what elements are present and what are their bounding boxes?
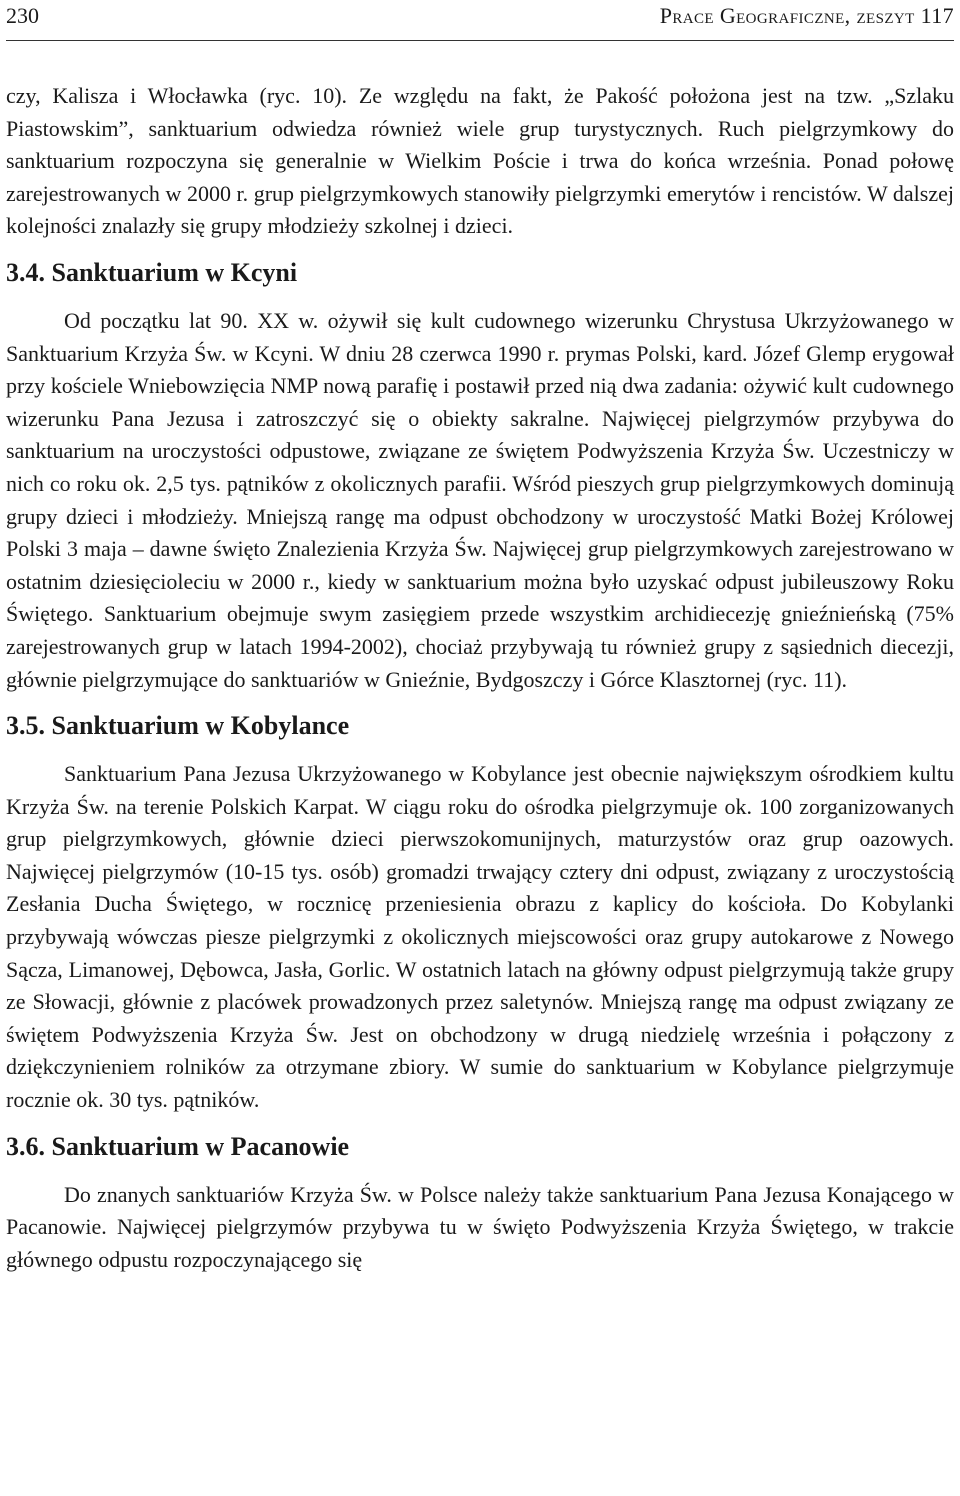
section-heading-3-5: 3.5. Sanktuarium w Kobylance: [6, 711, 350, 741]
section-body-3-6: Do znanych sanktuariów Krzyża Św. w Polsce należy także sanktuarium Pana Jezusa Konającego w Pacanowie. Najwięcej pielgrzymów przybywa tu w święto Podwyższenia Krzyża Świętego, w trakcie głównego odpustu rozpoczynającego się: [6, 1181, 954, 1272]
page-number: 230: [6, 3, 39, 28]
section-body-3-4: Od początku lat 90. XX w. ożywił się kult cudownego wizerunku Chrystusa Ukrzyżowanego w Sanktuarium Krzyża Św. w Kcyni. W dniu 28 czerwca 1990 r. prymas Polski, kard. Józef Glemp erygował przy kościele Wniebowzięcia NMP nową parafię i postawił przed nią dwa zadania: ożywić kult cudownego wizerunku Pana Jezusa i zatroszczyć się o obiekty sakralne. Najwięcej pielgrzymów przybywa do sanktuarium na uroczystości odpustowe, związane ze świętem Podwyższenia Krzyża Św. Uczestniczy w nich co roku ok. 2,5 tys. pątników z okolicznych parafii. Wśród pieszych grup pielgrzymkowych dominują grupy dzieci i młodzieży. Mniejszą rangę ma odpust obchodzony w uroczystość Matki Bożej Królowej Polski 3 maja – dawne święto Znalezienia Krzyża Św. Najwięcej grup pielgrzymkowych zarejestrowano w ostatnim dziesięcioleciu w 2000 r., kiedy w sanktuarium można było uzyskać odpust jubileuszowy Roku Świętego. Sanktuarium obejmuje swym zasięgiem przede wszystkim archidiecezję gnieźnieńską (75% zarejestrowanych grup w latach 1994-2002), chociaż przybywają tu również grupy z sąsiednich diecezji, głównie pielgrzymujące do sanktuariów w Gnieźnie, Bydgoszczy i Górce Klasztornej (ryc. 11).: [6, 307, 954, 692]
section-body-3-5: Sanktuarium Pana Jezusa Ukrzyżowanego w Kobylance jest obecnie największym ośrodkiem kultu Krzyża Św. na terenie Polskich Karpat. W ciągu roku do ośrodka pielgrzymuje ok. 100 zorganizowanych grup pielgrzymkowych, głównie dzieci pierwszokomunijnych, maturzystów oraz grup oazowych. Najwięcej pielgrzymów (10-15 tys. osób) gromadzi trwający cztery dni odpust, związany z uroczystością Zesłania Ducha Świętego, w rocznicę przeniesienia obrazu z kaplicy do kościoła. Do Kobylanki przybywają wówczas piesze pielgrzymki z okolicznych miejscowości oraz grupy autokarowe z Nowego Sącza, Limanowej, Dębowca, Jasła, Gorlic. W ostatnich latach na główny odpust pielgrzymują także grupy ze Słowacji, głównie z placówek prowadzonych przez saletynów. Mniejszą rangę ma odpust związany ze świętem Podwyższenia Krzyża Św. Jest on obchodzony w drugą niedzielę września i połączony z dziękczynieniem rolników za otrzymane zbiory. W sumie do sanktuarium w Kobylance pielgrzymuje rocznie ok. 30 tys. pątników.: [6, 761, 954, 1113]
paragraph-continuation: czy, Kalisza i Włocławka (ryc. 10). Ze względu na fakt, że Pakość położona jest na tzw. „Szlaku Piastowskim”, sanktuarium odwiedza również wiele grup turystycznych. Ruch pielgrzymkowy do sanktuarium rozpoczyna się generalnie w Wielkim Poście i trwa do końca września. Ponad połowę zarejestrowanych w 2000 r. grup pielgrzymkowych stanowiły pielgrzymki emerytów i rencistów. W dalszej kolejności znalazły się grupy młodzieży szkolnej i dzieci.: [6, 83, 954, 239]
section-heading-3-4: 3.4. Sanktuarium w Kcyni: [6, 257, 298, 287]
body-text: [6, 80, 954, 1276]
section-heading-3-6: 3.6. Sanktuarium w Pacanowie: [6, 1131, 350, 1161]
journal-title: Prace Geograficzne, zeszyt 117: [659, 3, 954, 28]
running-header: [6, 0, 954, 41]
